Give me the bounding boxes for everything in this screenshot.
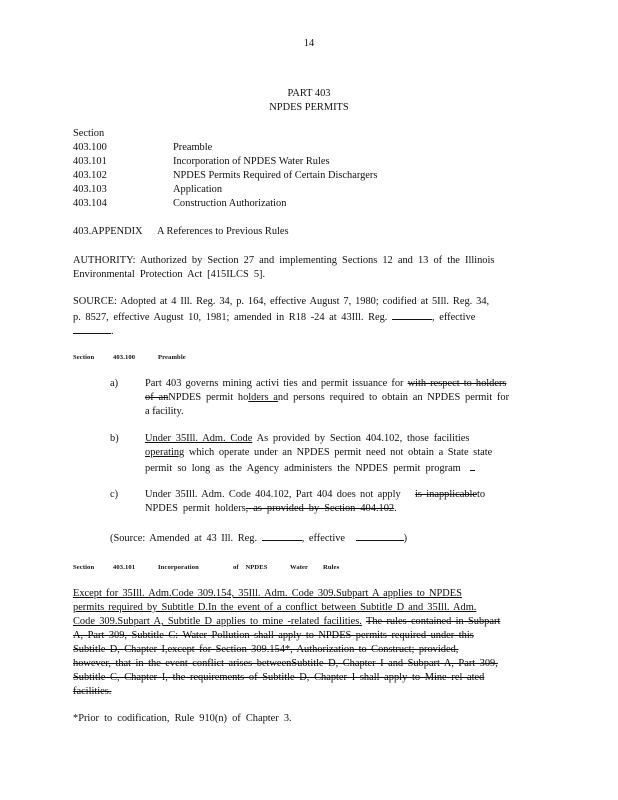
- section-title-word: Rules: [323, 564, 340, 571]
- date-blank: [262, 530, 302, 541]
- authority-line: AUTHORITY: Authorized by Section 27 and implementing Sections 12 and 13 of the Illinois: [73, 255, 495, 266]
- deleted-line: however, that in the event conflict arises betweenSubtitle D, Chapter I and Subpart A, Part 309,: [73, 658, 498, 669]
- toc-item-num: 403.103: [73, 184, 107, 195]
- paragraph-text: to: [477, 489, 486, 500]
- source-text: (Source: Amended at 43 Ill. Reg.: [110, 533, 258, 544]
- toc-item-title: Incorporation of NPDES Water Rules: [173, 156, 330, 167]
- paragraph-line: [145, 377, 506, 391]
- paragraph-text: NPDES permit ho: [168, 392, 249, 403]
- source-text: p. 8527, effective August 10, 1981; amended in R18 -24 at 43Ill. Reg.: [73, 312, 388, 323]
- footnote: *Prior to codification, Rule 910(n) of Chapter 3.: [73, 713, 292, 724]
- toc-heading: Section: [73, 128, 105, 139]
- inserted-line: Except for 35Ill. Adm.Code 309.154, 35Ill. Adm. Code 309.Subpart A applies to NPDES: [73, 588, 462, 599]
- mixed-line: [73, 615, 500, 629]
- source-text: .: [111, 326, 114, 337]
- paragraph-text: Under 35Ill. Adm. Code 404.102, Part 404 does not apply: [145, 489, 401, 500]
- section-title-word: of NPDES: [233, 564, 268, 571]
- section-title: Preamble: [158, 354, 186, 361]
- section-label: Section: [73, 354, 95, 361]
- source-line: SOURCE: Adopted at 4 Ill. Reg. 34, p. 164, effective August 7, 1980; codified at 5Ill. Reg. 34,: [73, 296, 490, 307]
- paragraph-line: [145, 502, 397, 516]
- section-number: 403.100: [113, 354, 136, 361]
- paragraph-text: NPDES permit holders: [145, 503, 246, 514]
- toc-item-num: 403.101: [73, 156, 107, 167]
- deleted-line: facilities.: [73, 686, 112, 697]
- section-source-note: [110, 530, 407, 546]
- paragraph-label: a): [110, 378, 119, 389]
- paragraph-text: nd persons required to obtain an NPDES permit for: [277, 392, 510, 403]
- deleted-line: Subtitle D, Chapter I,except for Section 309.154*, Authorization to Construct; provided,: [73, 644, 459, 655]
- paragraph-text: As provided by Section 404.102, those facilities: [256, 433, 470, 444]
- deleted-text: with respect to holders: [407, 378, 507, 389]
- toc-item-title: Application: [173, 184, 223, 195]
- paragraph-line: [145, 432, 469, 446]
- source-text: , effective: [301, 533, 346, 544]
- page-number: 14: [303, 38, 315, 49]
- authority-line: Environmental Protection Act [415ILCS 5].: [73, 269, 266, 280]
- toc-item-num: 403.102: [73, 170, 107, 181]
- paragraph-text: which operate under an NPDES permit need not obtain a State state: [188, 447, 493, 458]
- date-blank: [356, 530, 404, 541]
- deleted-line: Subtitle C, Chapter I, the requirements of Subtitle D, Chapter I shall apply to Mine rel ated: [73, 672, 485, 683]
- inserted-text: lders a: [248, 392, 278, 403]
- deleted-line: A, Part 309, Subtitle C: Water Pollution shall apply to NPDES permits required under this: [73, 630, 474, 641]
- paragraph-line: a facility.: [145, 406, 184, 417]
- paragraph-label: b): [110, 433, 119, 444]
- toc-item-title: Preamble: [173, 142, 213, 153]
- section-title-word: Water: [290, 564, 309, 571]
- toc-item-title: NPDES Permits Required of Certain Dischargers: [173, 170, 378, 181]
- deleted-text: , as provided by Section 404.102: [245, 503, 395, 514]
- toc-appendix-title: A References to Previous Rules: [157, 226, 289, 237]
- source-text: ): [403, 533, 408, 544]
- paragraph-text: Part 403 governs mining activi ties and permit issuance for: [145, 378, 404, 389]
- section-label: Section: [73, 564, 95, 571]
- deleted-text: The rules contained in Subpart: [366, 616, 501, 627]
- toc-item-num: 403.100: [73, 142, 107, 153]
- inserted-text: operating: [145, 447, 185, 458]
- source-text: , effective: [432, 312, 476, 323]
- source-line: [73, 309, 475, 325]
- inserted-text: Code 309.Subpart A, Subtitle D applies to mine -related facilities.: [73, 616, 362, 627]
- toc-item-title: Construction Authorization: [173, 198, 287, 209]
- part-subtitle: NPDES PERMITS: [269, 102, 349, 113]
- toc-appendix-num: 403.APPENDIX: [73, 226, 143, 237]
- section-title-word: Incorporation: [158, 564, 199, 571]
- part-title: PART 403: [287, 88, 331, 99]
- toc-item-num: 403.104: [73, 198, 107, 209]
- paragraph-line: [145, 460, 475, 476]
- deleted-text: is inapplicable: [415, 489, 478, 500]
- paragraph-label: c): [110, 489, 119, 500]
- source-line: [73, 323, 114, 339]
- date-blank: [73, 323, 111, 334]
- section-number: 403.101: [113, 564, 136, 571]
- paragraph-text: .: [394, 503, 397, 514]
- paragraph-line: [145, 446, 492, 460]
- paragraph-line: [145, 488, 485, 502]
- inserted-line: permits required by Subtitle D.In the event of a conflict between Subtitle D and 35Ill. Adm.: [73, 602, 477, 613]
- paragraph-line: [145, 391, 509, 405]
- paragraph-text: permit so long as the Agency administers the NPDES permit program: [145, 463, 461, 474]
- insert-mark: [470, 460, 475, 471]
- deleted-text: of an: [145, 392, 169, 403]
- date-blank: [392, 309, 432, 320]
- inserted-text: Under 35Ill. Adm. Code: [145, 433, 253, 444]
